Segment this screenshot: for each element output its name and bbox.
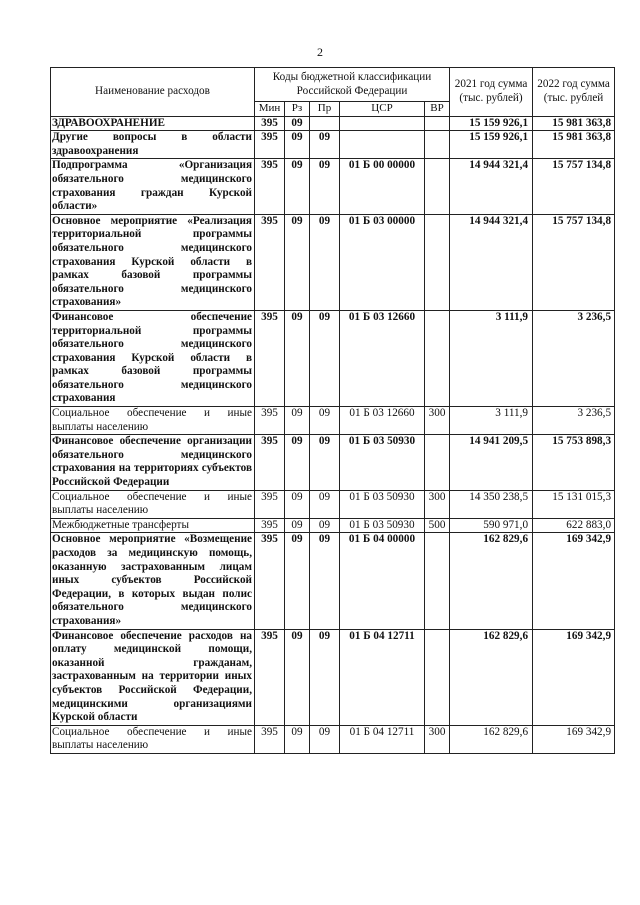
row-amount-2022: 15 757 134,8 — [533, 214, 615, 310]
row-code-vr — [425, 214, 450, 310]
row-code-min: 395 — [255, 629, 285, 725]
row-code-pr: 09 — [310, 533, 340, 629]
row-amount-2022: 169 342,9 — [533, 533, 615, 629]
row-code-rz: 09 — [285, 159, 310, 214]
row-code-pr: 09 — [310, 629, 340, 725]
row-code-rz: 09 — [285, 435, 310, 490]
row-name: Основное мероприятие «Реализация территориальной программы обязательного медицинского страхования Курской области в рамках базовой программы обязательного медицинского страхования» — [51, 214, 255, 310]
header-codes-group: Коды бюджетной классификации Российской Федерации — [255, 68, 450, 102]
row-code-rz: 09 — [285, 725, 310, 753]
row-code-min: 395 — [255, 490, 285, 518]
row-code-min: 395 — [255, 310, 285, 406]
row-amount-2021: 162 829,6 — [450, 629, 533, 725]
row-amount-2022: 3 236,5 — [533, 407, 615, 435]
row-amount-2021: 162 829,6 — [450, 533, 533, 629]
row-name: Межбюджетные трансферты — [51, 518, 255, 533]
table-row — [51, 725, 615, 753]
row-code-csr: 01 Б 03 12660 — [340, 407, 425, 435]
row-code-vr — [425, 159, 450, 214]
row-amount-2021: 590 971,0 — [450, 518, 533, 533]
row-amount-2021: 14 944 321,4 — [450, 159, 533, 214]
row-code-min: 395 — [255, 407, 285, 435]
row-code-pr — [310, 116, 340, 131]
header-csr: ЦСР — [340, 102, 425, 117]
row-code-csr: 01 Б 04 00000 — [340, 533, 425, 629]
row-amount-2022: 169 342,9 — [533, 629, 615, 725]
page-number: 2 — [317, 45, 323, 59]
row-code-min: 395 — [255, 518, 285, 533]
row-amount-2022: 15 753 898,3 — [533, 435, 615, 490]
row-code-vr — [425, 310, 450, 406]
table-row — [51, 214, 615, 310]
row-code-min: 395 — [255, 214, 285, 310]
row-name: ЗДРАВООХРАНЕНИЕ — [51, 116, 255, 131]
row-name: Основное мероприятие «Возмещение расходов за медицинскую помощь, оказанную застрахованным лицам иных субъектов Российской Федерации, в которых выдан полис обязательного медицинского страхования» — [51, 533, 255, 629]
row-code-rz: 09 — [285, 518, 310, 533]
row-amount-2021: 3 111,9 — [450, 310, 533, 406]
table-row — [51, 629, 615, 725]
table-row — [51, 116, 615, 131]
row-code-rz: 09 — [285, 131, 310, 159]
row-code-min: 395 — [255, 131, 285, 159]
table-row — [51, 490, 615, 518]
expenses-table — [50, 67, 615, 754]
row-code-rz: 09 — [285, 310, 310, 406]
row-amount-2021: 15 159 926,1 — [450, 131, 533, 159]
header-min: Мин — [255, 102, 285, 117]
row-code-csr: 01 Б 04 12711 — [340, 629, 425, 725]
row-code-min: 395 — [255, 159, 285, 214]
header-year-2021: 2021 год сумма (тыс. рублей) — [450, 68, 533, 117]
row-code-min: 395 — [255, 435, 285, 490]
row-code-min: 395 — [255, 725, 285, 753]
table-row — [51, 310, 615, 406]
row-amount-2022: 3 236,5 — [533, 310, 615, 406]
row-code-csr: 01 Б 03 50930 — [340, 518, 425, 533]
row-code-rz: 09 — [285, 533, 310, 629]
row-name: Финансовое обеспечение территориальной программы обязательного медицинского страхования Курской области в рамках базовой программы обязательного медицинского страхования — [51, 310, 255, 406]
row-amount-2022: 622 883,0 — [533, 518, 615, 533]
header-pr: Пр — [310, 102, 340, 117]
row-code-csr: 01 Б 04 12711 — [340, 725, 425, 753]
table-body — [51, 116, 615, 753]
table-row — [51, 435, 615, 490]
row-code-pr: 09 — [310, 214, 340, 310]
row-code-rz: 09 — [285, 214, 310, 310]
table-row — [51, 518, 615, 533]
row-amount-2021: 15 159 926,1 — [450, 116, 533, 131]
row-name: Подпрограмма «Организация обязательного медицинского страхования граждан Курской области» — [51, 159, 255, 214]
row-name: Социальное обеспечение и иные выплаты населению — [51, 407, 255, 435]
row-name: Финансовое обеспечение организации обязательного медицинского страхования на территориях субъектов Российской Федерации — [51, 435, 255, 490]
row-amount-2022: 15 981 363,8 — [533, 116, 615, 131]
table-row — [51, 407, 615, 435]
row-name: Социальное обеспечение и иные выплаты населению — [51, 490, 255, 518]
row-code-pr: 09 — [310, 725, 340, 753]
row-amount-2022: 15 981 363,8 — [533, 131, 615, 159]
row-code-vr — [425, 131, 450, 159]
row-code-vr — [425, 435, 450, 490]
row-code-vr: 300 — [425, 407, 450, 435]
row-code-pr: 09 — [310, 131, 340, 159]
row-code-pr: 09 — [310, 310, 340, 406]
row-code-min: 395 — [255, 116, 285, 131]
row-code-csr: 01 Б 00 00000 — [340, 159, 425, 214]
row-code-pr: 09 — [310, 435, 340, 490]
row-name: Социальное обеспечение и иные выплаты населению — [51, 725, 255, 753]
row-amount-2021: 14 350 238,5 — [450, 490, 533, 518]
row-name: Другие вопросы в области здравоохранения — [51, 131, 255, 159]
table-row — [51, 533, 615, 629]
row-amount-2021: 14 944 321,4 — [450, 214, 533, 310]
row-code-vr: 300 — [425, 490, 450, 518]
row-code-csr — [340, 131, 425, 159]
table-row — [51, 131, 615, 159]
row-code-pr: 09 — [310, 518, 340, 533]
row-code-csr: 01 Б 03 50930 — [340, 490, 425, 518]
header-year-2022: 2022 год сумма (тыс. рублей — [533, 68, 615, 117]
row-code-vr: 500 — [425, 518, 450, 533]
row-amount-2022: 15 131 015,3 — [533, 490, 615, 518]
row-amount-2021: 14 941 209,5 — [450, 435, 533, 490]
row-amount-2021: 3 111,9 — [450, 407, 533, 435]
header-rz: Рз — [285, 102, 310, 117]
row-code-csr: 01 Б 03 00000 — [340, 214, 425, 310]
row-amount-2022: 169 342,9 — [533, 725, 615, 753]
header-name: Наименование расходов — [51, 68, 255, 117]
header-vr: ВР — [425, 102, 450, 117]
row-code-rz: 09 — [285, 407, 310, 435]
row-code-csr — [340, 116, 425, 131]
row-code-pr: 09 — [310, 490, 340, 518]
row-code-csr: 01 Б 03 12660 — [340, 310, 425, 406]
row-code-vr: 300 — [425, 725, 450, 753]
row-code-csr: 01 Б 03 50930 — [340, 435, 425, 490]
row-code-min: 395 — [255, 533, 285, 629]
row-code-pr: 09 — [310, 159, 340, 214]
row-code-vr — [425, 629, 450, 725]
row-code-vr — [425, 116, 450, 131]
row-code-rz: 09 — [285, 490, 310, 518]
row-code-rz: 09 — [285, 116, 310, 131]
row-code-vr — [425, 533, 450, 629]
row-amount-2022: 15 757 134,8 — [533, 159, 615, 214]
row-code-pr: 09 — [310, 407, 340, 435]
row-code-rz: 09 — [285, 629, 310, 725]
table-row — [51, 159, 615, 214]
row-name: Финансовое обеспечение расходов на оплату медицинской помощи, оказанной гражданам, застрахованным на территории иных субъектов Российской Федерации, медицинскими организациями Курской области — [51, 629, 255, 725]
row-amount-2021: 162 829,6 — [450, 725, 533, 753]
